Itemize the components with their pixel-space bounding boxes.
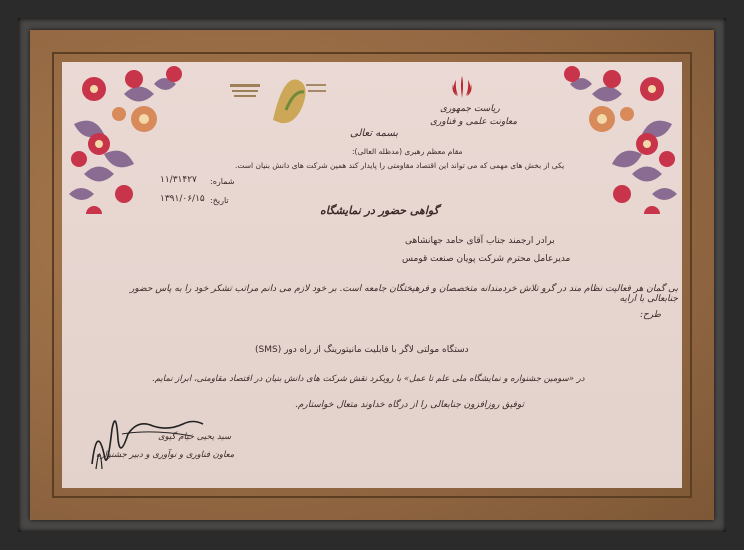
quote-text: یکی از بخش های مهمی که می تواند این اقتصاد مقاومتی را پایدار کند همین شرکت های دانش بنیان است. [235,161,565,170]
floral-corner-left-icon [64,64,214,214]
signer-title: معاون فناوری و نوآوری و دبیر جشنواره [96,450,235,460]
festival-logo-icon [228,70,328,132]
certificate-title: گواهی حضور در نمایشگاه [320,204,439,217]
body-line3: در «سومین جشنواره و نمایشگاه ملی علم تا عمل» با رویکرد نقش شرکت های دانش بنیان در اقتصاد مقاومتی، ابراز نمایم. [152,374,585,384]
date-label: تاریخ: [210,196,229,205]
date-value: ۱۳۹۱/۰۶/۱۵ [160,194,205,204]
body-line2: طرح: [640,310,661,320]
iran-emblem-icon [450,74,474,100]
recipient-title: مدیرعامل محترم شرکت پویان صنعت قومس [402,254,571,264]
body-line4: توفیق روزافزون جنابعالی را از درگاه خداوند متعال خواستارم. [295,400,524,410]
number-value: ۱۱/۳۱۴۲۷ [160,175,197,185]
org-name-line1: ریاست جمهوری [440,104,500,114]
recipient-name: برادر ارجمند جناب آقای حامد جهانشاهی [405,236,555,246]
calligraphy-header: بسمه تعالی [350,128,399,139]
signature-scribble-icon [82,414,212,474]
quote-attribution: مقام معظم رهبری (مدظله العالی): [352,147,463,156]
org-name-line2: معاونت علمی و فناوری [430,117,518,127]
product-name: دستگاه مولتی لاگر با قابلیت مانیتورینگ از راه دور (SMS) [255,345,469,355]
number-label: شماره: [210,177,235,186]
signer-name: سید یحیی خیام گیوی [158,432,232,442]
body-line1: بی گمان هر فعالیت نظام مند در گرو تلاش خردمندانه متخصصان و فرهیختگان جامعه است. بر خود لازم می دانم مراتب تشکر خود را به پاس حضور جنابعالی با ارایه [130,284,678,304]
floral-corner-right-icon [532,64,682,214]
